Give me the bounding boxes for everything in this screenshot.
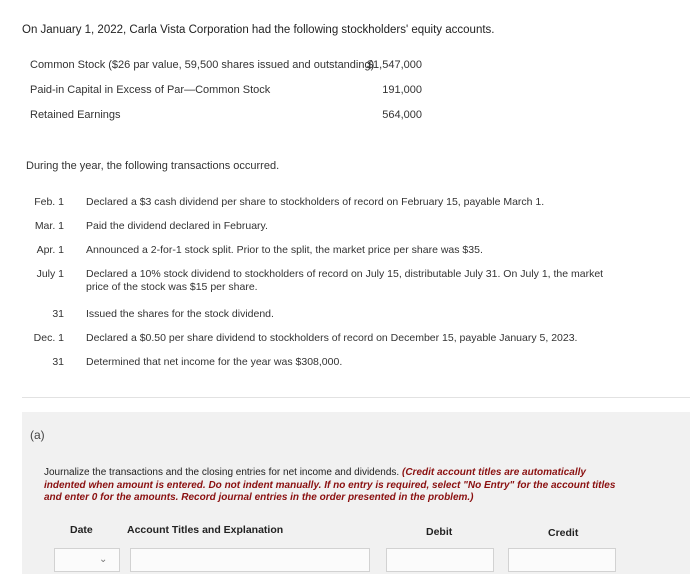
transaction-date: Dec. 1 — [33, 332, 64, 344]
transaction-text: Determined that net income for the year was $308,000. — [86, 356, 343, 368]
instructions-note: (Credit account titles are automatically indented when amount is entered. Do not indent manually. If no entry is required, select "No Entry" for the account titles and enter 0 for the amounts. Record journal entries in the order presented in the problem.) — [44, 467, 616, 503]
instructions-main: Journalize the transactions and the closing entries for net income and dividends. — [44, 467, 402, 478]
account-value-paid-in-capital: 191,000 — [382, 84, 422, 96]
transaction-text: Announced a 2-for-1 stock split. Prior to the split, the market price per share was $35. — [86, 244, 483, 256]
section-divider — [22, 397, 690, 398]
transaction-date: 31 — [52, 356, 64, 368]
transaction-date: Apr. 1 — [36, 244, 64, 256]
column-header-credit: Credit — [548, 527, 579, 539]
transaction-text: Declared a $0.50 per share dividend to stockholders of record on December 15, payable January 5, 2023. — [86, 332, 578, 344]
debit-input[interactable] — [386, 548, 494, 572]
chevron-down-icon: ⌄ — [99, 554, 108, 565]
column-header-date: Date — [70, 524, 93, 536]
transaction-text: Issued the shares for the stock dividend. — [86, 308, 274, 320]
account-label-paid-in-capital: Paid-in Capital in Excess of Par—Common Stock — [30, 84, 271, 96]
account-value-retained-earnings: 564,000 — [382, 109, 422, 121]
account-label-common-stock: Common Stock ($26 par value, 59,500 shares issued and outstanding) — [30, 59, 375, 71]
account-title-input[interactable] — [130, 548, 370, 572]
account-label-retained-earnings: Retained Earnings — [30, 109, 121, 121]
transaction-date: 31 — [52, 308, 64, 320]
transaction-date: Mar. 1 — [34, 220, 64, 232]
instructions — [44, 467, 629, 505]
transaction-date: July 1 — [36, 268, 64, 280]
column-header-debit: Debit — [426, 526, 453, 538]
problem-intro: On January 1, 2022, Carla Vista Corporation had the following stockholders' equity accounts. — [22, 24, 495, 36]
transaction-text: Declared a 10% stock dividend to stockholders of record on July 15, distributable July 31. On July 1, the market price of the stock was $15 per share. — [86, 268, 604, 293]
part-label: (a) — [30, 428, 45, 442]
transaction-date: Feb. 1 — [34, 196, 64, 208]
date-select[interactable] — [54, 548, 120, 572]
transaction-text: Paid the dividend declared in February. — [86, 220, 268, 232]
column-header-account: Account Titles and Explanation — [127, 524, 284, 536]
transactions-intro: During the year, the following transactions occurred. — [26, 160, 280, 172]
transaction-text: Declared a $3 cash dividend per share to stockholders of record on February 15, payable March 1. — [86, 196, 545, 208]
credit-input[interactable] — [508, 548, 616, 572]
account-value-common-stock: $1,547,000 — [366, 59, 422, 71]
